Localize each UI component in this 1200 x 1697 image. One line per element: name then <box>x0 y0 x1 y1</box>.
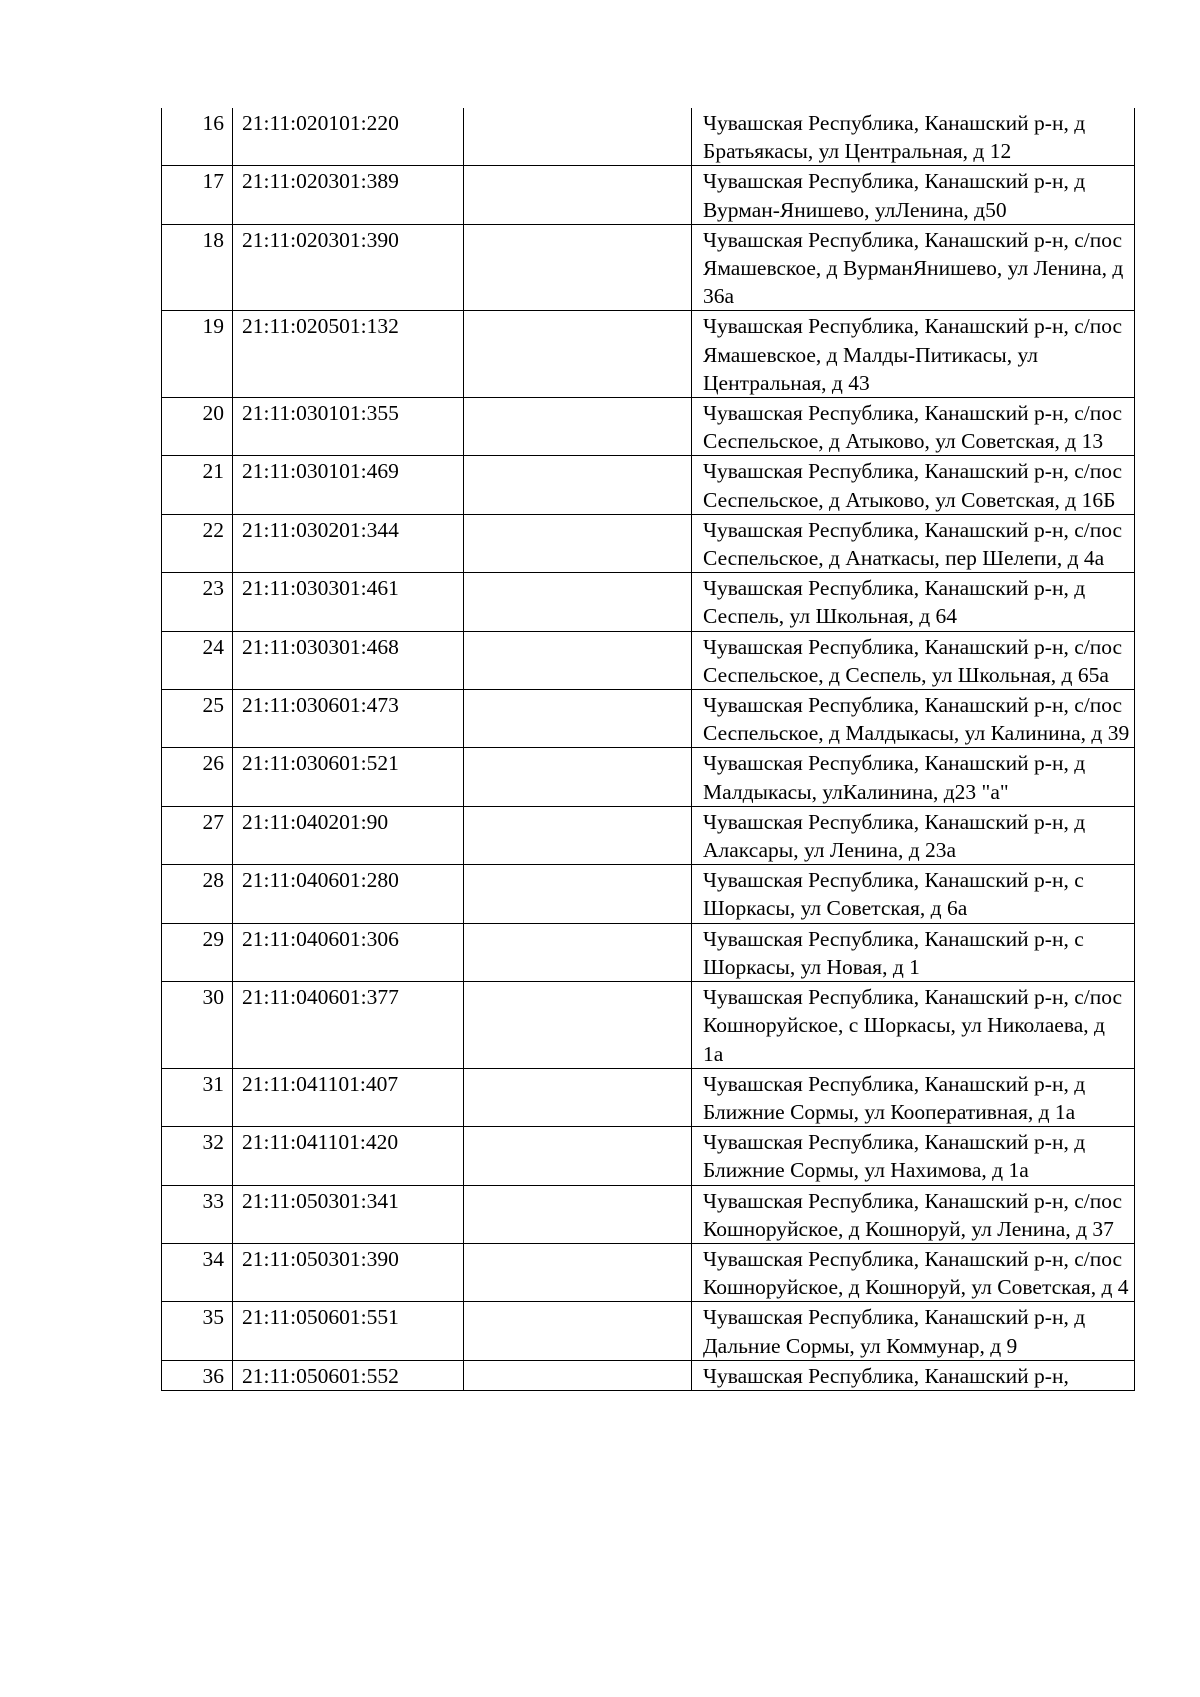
table-row <box>162 1068 1135 1126</box>
row-number-cell: 35 <box>162 1302 233 1360</box>
row-number-cell: 24 <box>162 631 233 689</box>
row-number-cell: 22 <box>162 514 233 572</box>
empty-cell <box>464 1360 692 1390</box>
cadastral-number-cell: 21:11:030201:344 <box>233 514 464 572</box>
table-row <box>162 398 1135 456</box>
cadastral-number-cell: 21:11:030101:355 <box>233 398 464 456</box>
empty-cell <box>464 748 692 806</box>
empty-cell <box>464 865 692 923</box>
cadastral-number-cell: 21:11:020301:390 <box>233 224 464 311</box>
row-number-cell: 36 <box>162 1360 233 1390</box>
empty-cell <box>464 398 692 456</box>
address-cell: Чувашская Республика, Канашский р-н, с/пос Ямашевское, д ВурманЯнишево, ул Ленина, д 36а <box>692 224 1135 311</box>
table-row <box>162 573 1135 631</box>
cadastral-number-cell: 21:11:050601:552 <box>233 1360 464 1390</box>
empty-cell <box>464 1243 692 1301</box>
table-row <box>162 690 1135 748</box>
empty-cell <box>464 1068 692 1126</box>
row-number-cell: 31 <box>162 1068 233 1126</box>
table-row <box>162 923 1135 981</box>
cadastral-number-cell: 21:11:050601:551 <box>233 1302 464 1360</box>
cadastral-number-cell: 21:11:040601:280 <box>233 865 464 923</box>
address-cell: Чувашская Республика, Канашский р-н, д Алаксары, ул Ленина, д 23а <box>692 806 1135 864</box>
cadastral-number-cell: 21:11:020301:389 <box>233 166 464 224</box>
table-row <box>162 514 1135 572</box>
address-cell: Чувашская Республика, Канашский р-н, с Шоркасы, ул Новая, д 1 <box>692 923 1135 981</box>
address-cell: Чувашская Республика, Канашский р-н, с Шоркасы, ул Советская, д 6а <box>692 865 1135 923</box>
cadastral-number-cell: 21:11:041101:420 <box>233 1127 464 1185</box>
address-cell: Чувашская Республика, Канашский р-н, с/пос Сеспельское, д Атыково, ул Советская, д 16Б <box>692 456 1135 514</box>
table-row <box>162 806 1135 864</box>
row-number-cell: 23 <box>162 573 233 631</box>
row-number-cell: 20 <box>162 398 233 456</box>
empty-cell <box>464 514 692 572</box>
address-cell: Чувашская Республика, Канашский р-н, с/пос Кошноруйское, д Кошноруй, ул Советская, д 4 <box>692 1243 1135 1301</box>
address-cell: Чувашская Республика, Канашский р-н, <box>692 1360 1135 1390</box>
address-cell: Чувашская Республика, Канашский р-н, д Малдыкасы, улКалинина, д23 "а" <box>692 748 1135 806</box>
table-row <box>162 1127 1135 1185</box>
address-cell: Чувашская Республика, Канашский р-н, д Ближние Сормы, ул Нахимова, д 1а <box>692 1127 1135 1185</box>
row-number-cell: 29 <box>162 923 233 981</box>
empty-cell <box>464 1127 692 1185</box>
address-cell: Чувашская Республика, Канашский р-н, с/пос Сеспельское, д Малдыкасы, ул Калинина, д 39 <box>692 690 1135 748</box>
cadastral-number-cell: 21:11:030601:521 <box>233 748 464 806</box>
row-number-cell: 26 <box>162 748 233 806</box>
table-row <box>162 1243 1135 1301</box>
row-number-cell: 27 <box>162 806 233 864</box>
empty-cell <box>464 631 692 689</box>
table-row <box>162 166 1135 224</box>
empty-cell <box>464 1185 692 1243</box>
row-number-cell: 34 <box>162 1243 233 1301</box>
table-row <box>162 631 1135 689</box>
row-number-cell: 18 <box>162 224 233 311</box>
address-cell: Чувашская Республика, Канашский р-н, д Дальние Сормы, ул Коммунар, д 9 <box>692 1302 1135 1360</box>
table-row <box>162 1360 1135 1390</box>
cadastral-number-cell: 21:11:020101:220 <box>233 108 464 166</box>
cadastral-number-cell: 21:11:030101:469 <box>233 456 464 514</box>
empty-cell <box>464 224 692 311</box>
address-cell: Чувашская Республика, Канашский р-н, с/пос Сеспельское, д Атыково, ул Советская, д 13 <box>692 398 1135 456</box>
cadastral-number-cell: 21:11:030301:468 <box>233 631 464 689</box>
table-row <box>162 748 1135 806</box>
address-cell: Чувашская Республика, Канашский р-н, д Вурман-Янишево, улЛенина, д50 <box>692 166 1135 224</box>
row-number-cell: 33 <box>162 1185 233 1243</box>
empty-cell <box>464 166 692 224</box>
table-row <box>162 865 1135 923</box>
table-row <box>162 1302 1135 1360</box>
row-number-cell: 21 <box>162 456 233 514</box>
row-number-cell: 16 <box>162 108 233 166</box>
empty-cell <box>464 108 692 166</box>
table-row <box>162 982 1135 1069</box>
empty-cell <box>464 311 692 398</box>
cadastral-number-cell: 21:11:050301:341 <box>233 1185 464 1243</box>
cadastral-number-cell: 21:11:030301:461 <box>233 573 464 631</box>
cadastral-number-cell: 21:11:020501:132 <box>233 311 464 398</box>
table-row <box>162 456 1135 514</box>
table-body <box>162 108 1135 1390</box>
address-cell: Чувашская Республика, Канашский р-н, д Братьякасы, ул Центральная, д 12 <box>692 108 1135 166</box>
cadastral-number-cell: 21:11:040201:90 <box>233 806 464 864</box>
cadastral-number-cell: 21:11:041101:407 <box>233 1068 464 1126</box>
property-table <box>161 108 1135 1391</box>
address-cell: Чувашская Республика, Канашский р-н, с/пос Кошноруйское, с Шоркасы, ул Николаева, д 1а <box>692 982 1135 1069</box>
row-number-cell: 17 <box>162 166 233 224</box>
row-number-cell: 19 <box>162 311 233 398</box>
empty-cell <box>464 982 692 1069</box>
table-row <box>162 311 1135 398</box>
table-row <box>162 108 1135 166</box>
cadastral-number-cell: 21:11:030601:473 <box>233 690 464 748</box>
address-cell: Чувашская Республика, Канашский р-н, с/пос Кошноруйское, д Кошноруй, ул Ленина, д 37 <box>692 1185 1135 1243</box>
cadastral-number-cell: 21:11:040601:377 <box>233 982 464 1069</box>
address-cell: Чувашская Республика, Канашский р-н, д Ближние Сормы, ул Кооперативная, д 1а <box>692 1068 1135 1126</box>
empty-cell <box>464 573 692 631</box>
cadastral-number-cell: 21:11:050301:390 <box>233 1243 464 1301</box>
empty-cell <box>464 1302 692 1360</box>
row-number-cell: 28 <box>162 865 233 923</box>
empty-cell <box>464 923 692 981</box>
row-number-cell: 25 <box>162 690 233 748</box>
row-number-cell: 32 <box>162 1127 233 1185</box>
address-cell: Чувашская Республика, Канашский р-н, с/пос Сеспельское, д Сеспель, ул Школьная, д 65а <box>692 631 1135 689</box>
empty-cell <box>464 456 692 514</box>
row-number-cell: 30 <box>162 982 233 1069</box>
table-row <box>162 1185 1135 1243</box>
cadastral-number-cell: 21:11:040601:306 <box>233 923 464 981</box>
empty-cell <box>464 690 692 748</box>
address-cell: Чувашская Республика, Канашский р-н, д Сеспель, ул Школьная, д 64 <box>692 573 1135 631</box>
empty-cell <box>464 806 692 864</box>
table-row <box>162 224 1135 311</box>
address-cell: Чувашская Республика, Канашский р-н, с/пос Ямашевское, д Малды-Питикасы, ул Центральная, д 43 <box>692 311 1135 398</box>
address-cell: Чувашская Республика, Канашский р-н, с/пос Сеспельское, д Анаткасы, пер Шелепи, д 4а <box>692 514 1135 572</box>
